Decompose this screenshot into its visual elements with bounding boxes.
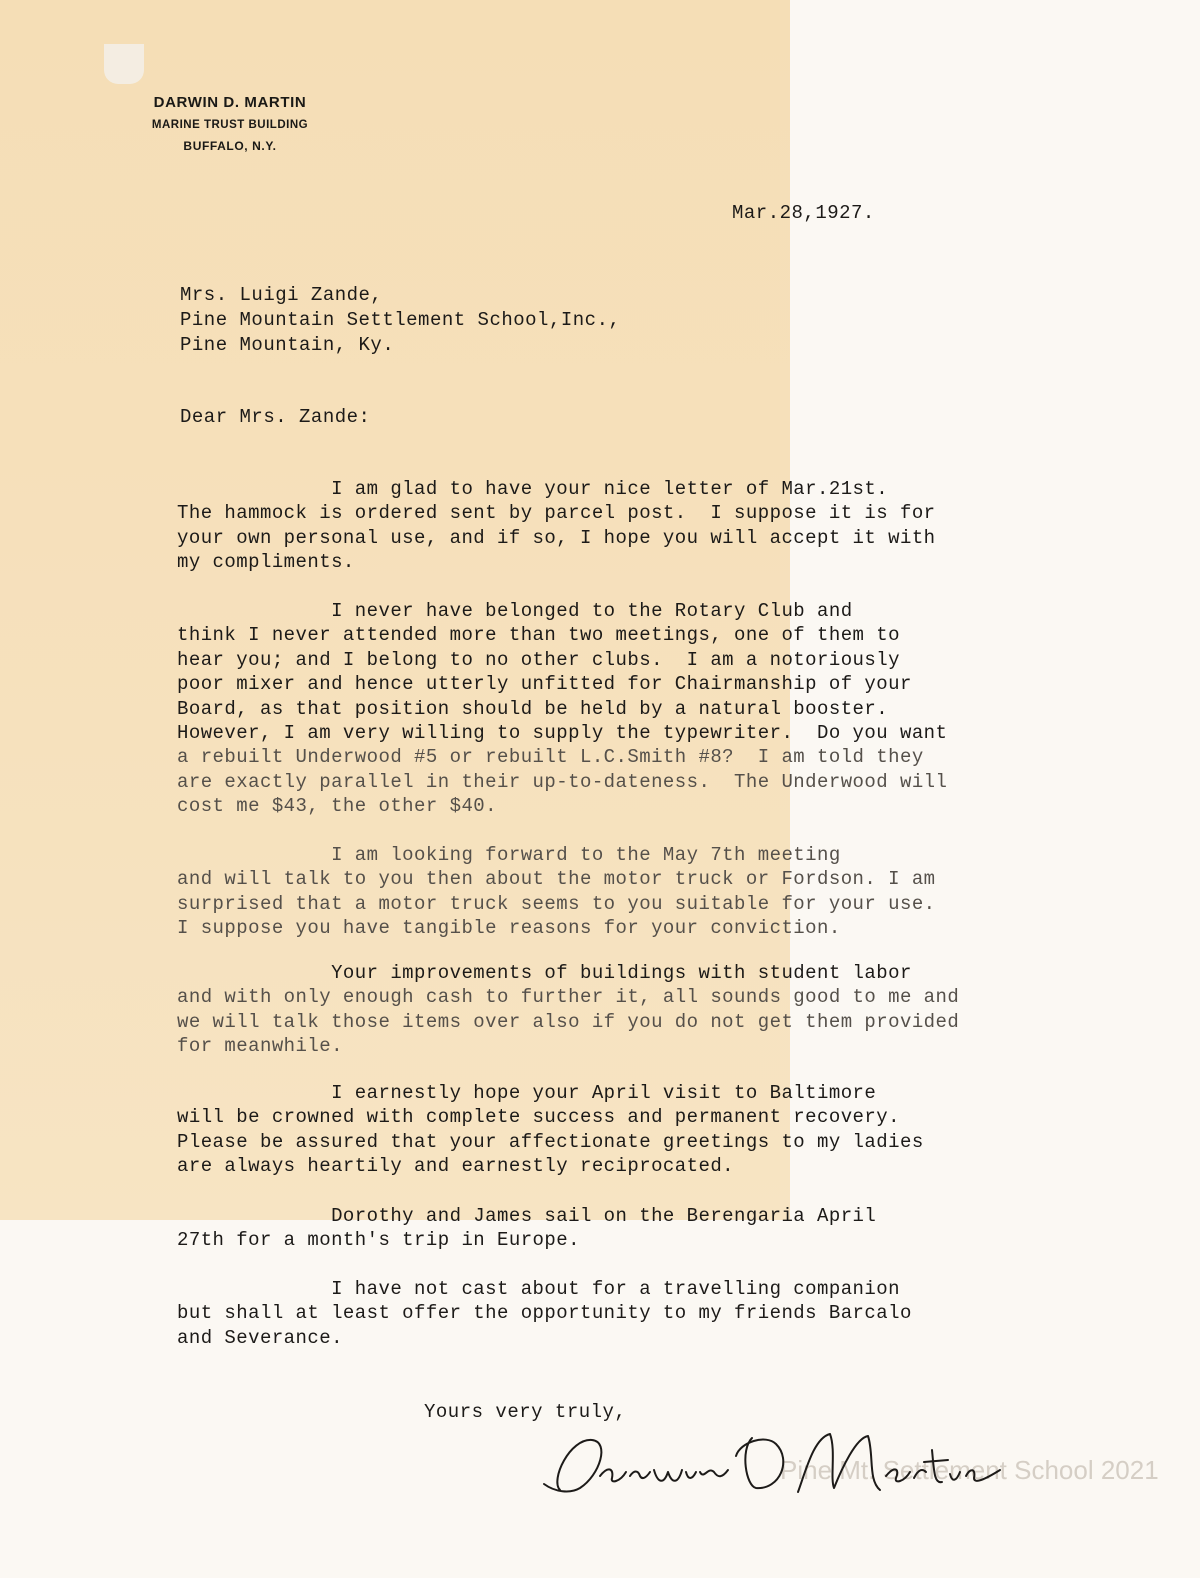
- text-line: poor mixer and hence utterly unfitted for Chairmanship of your: [177, 673, 912, 696]
- text-line: my compliments.: [177, 551, 355, 574]
- text-line: and Severance.: [177, 1326, 343, 1349]
- signature: [530, 1420, 1050, 1510]
- text-line: for meanwhile.: [177, 1035, 343, 1058]
- text-line: Dorothy and James sail on the Berengaria April: [177, 1205, 877, 1227]
- text-line: Board, as that position should be held by a natural booster.: [177, 697, 889, 720]
- salutation: Dear Mrs. Zande:: [180, 406, 371, 428]
- text-line: I suppose you have tangible reasons for your conviction.: [177, 917, 841, 940]
- letterhead: [110, 94, 350, 153]
- letterhead-city: BUFFALO, N.Y.: [183, 139, 277, 153]
- text-line: your own personal use, and if so, I hope you will accept it with: [177, 526, 936, 549]
- paragraph-rotary-typewriter: [177, 599, 1137, 819]
- text-line: think I never attended more than two meetings, one of them to: [177, 624, 900, 647]
- text-line: The hammock is ordered sent by parcel post. I suppose it is for: [177, 502, 936, 525]
- text-line: are always heartily and earnestly reciprocated.: [177, 1155, 735, 1178]
- paper-tear-mark: [104, 44, 144, 84]
- text-line: I never have belonged to the Rotary Club and: [177, 600, 853, 622]
- letterhead-building: MARINE TRUST BUILDING: [151, 119, 309, 131]
- watermark: Pine Mt. Settlement School 2021: [780, 1455, 1159, 1485]
- paragraph-may-meeting: [177, 843, 1137, 941]
- paragraph-hammock: [177, 477, 1137, 575]
- text-line: and with only enough cash to further it, all sounds good to me and: [177, 986, 960, 1009]
- text-line: and will talk to you then about the motor truck or Fordson. I am: [177, 868, 936, 891]
- paragraph-travelling-companion: [177, 1277, 1137, 1350]
- text-line: Your improvements of buildings with student labor: [177, 962, 912, 984]
- text-line: are exactly parallel in their up-to-dateness. The Underwood will: [177, 770, 948, 793]
- recipient-line: Mrs. Luigi Zande,: [180, 284, 383, 306]
- text-line: hear you; and I belong to no other clubs. I am a notoriously: [177, 648, 900, 671]
- text-line: but shall at least offer the opportunity to my friends Barcalo: [177, 1302, 912, 1325]
- letter-date: Mar.28,1927.: [732, 202, 875, 224]
- paragraph-improvements: [177, 961, 1137, 1059]
- text-line: cost me $43, the other $40.: [177, 795, 497, 818]
- text-line: I am glad to have your nice letter of Mar.21st.: [177, 478, 889, 500]
- closing: Yours very truly,: [424, 1401, 627, 1423]
- text-line: we will talk those items over also if you do not get them provided: [177, 1010, 960, 1033]
- paragraph-baltimore: [177, 1081, 1137, 1179]
- letterhead-name: DARWIN D. MARTIN: [153, 94, 307, 111]
- recipient-line: Pine Mountain, Ky.: [180, 334, 395, 356]
- recipient-line: Pine Mountain Settlement School,Inc.,: [180, 309, 621, 331]
- paragraph-europe-trip: [177, 1204, 1137, 1253]
- text-line: I earnestly hope your April visit to Baltimore: [177, 1082, 877, 1104]
- recipient-address: [180, 283, 620, 358]
- text-line: Please be assured that your affectionate greetings to my ladies: [177, 1130, 924, 1153]
- text-line: surprised that a motor truck seems to you suitable for your use.: [177, 892, 936, 915]
- text-line: 27th for a month's trip in Europe.: [177, 1229, 580, 1252]
- text-line: I have not cast about for a travelling companion: [177, 1278, 900, 1300]
- text-line: I am looking forward to the May 7th meeting: [177, 844, 841, 866]
- text-line: However, I am very willing to supply the typewriter. Do you want: [177, 722, 948, 745]
- text-line: will be crowned with complete success and permanent recovery.: [177, 1106, 900, 1129]
- text-line: a rebuilt Underwood #5 or rebuilt L.C.Smith #8? I am told they: [177, 746, 924, 769]
